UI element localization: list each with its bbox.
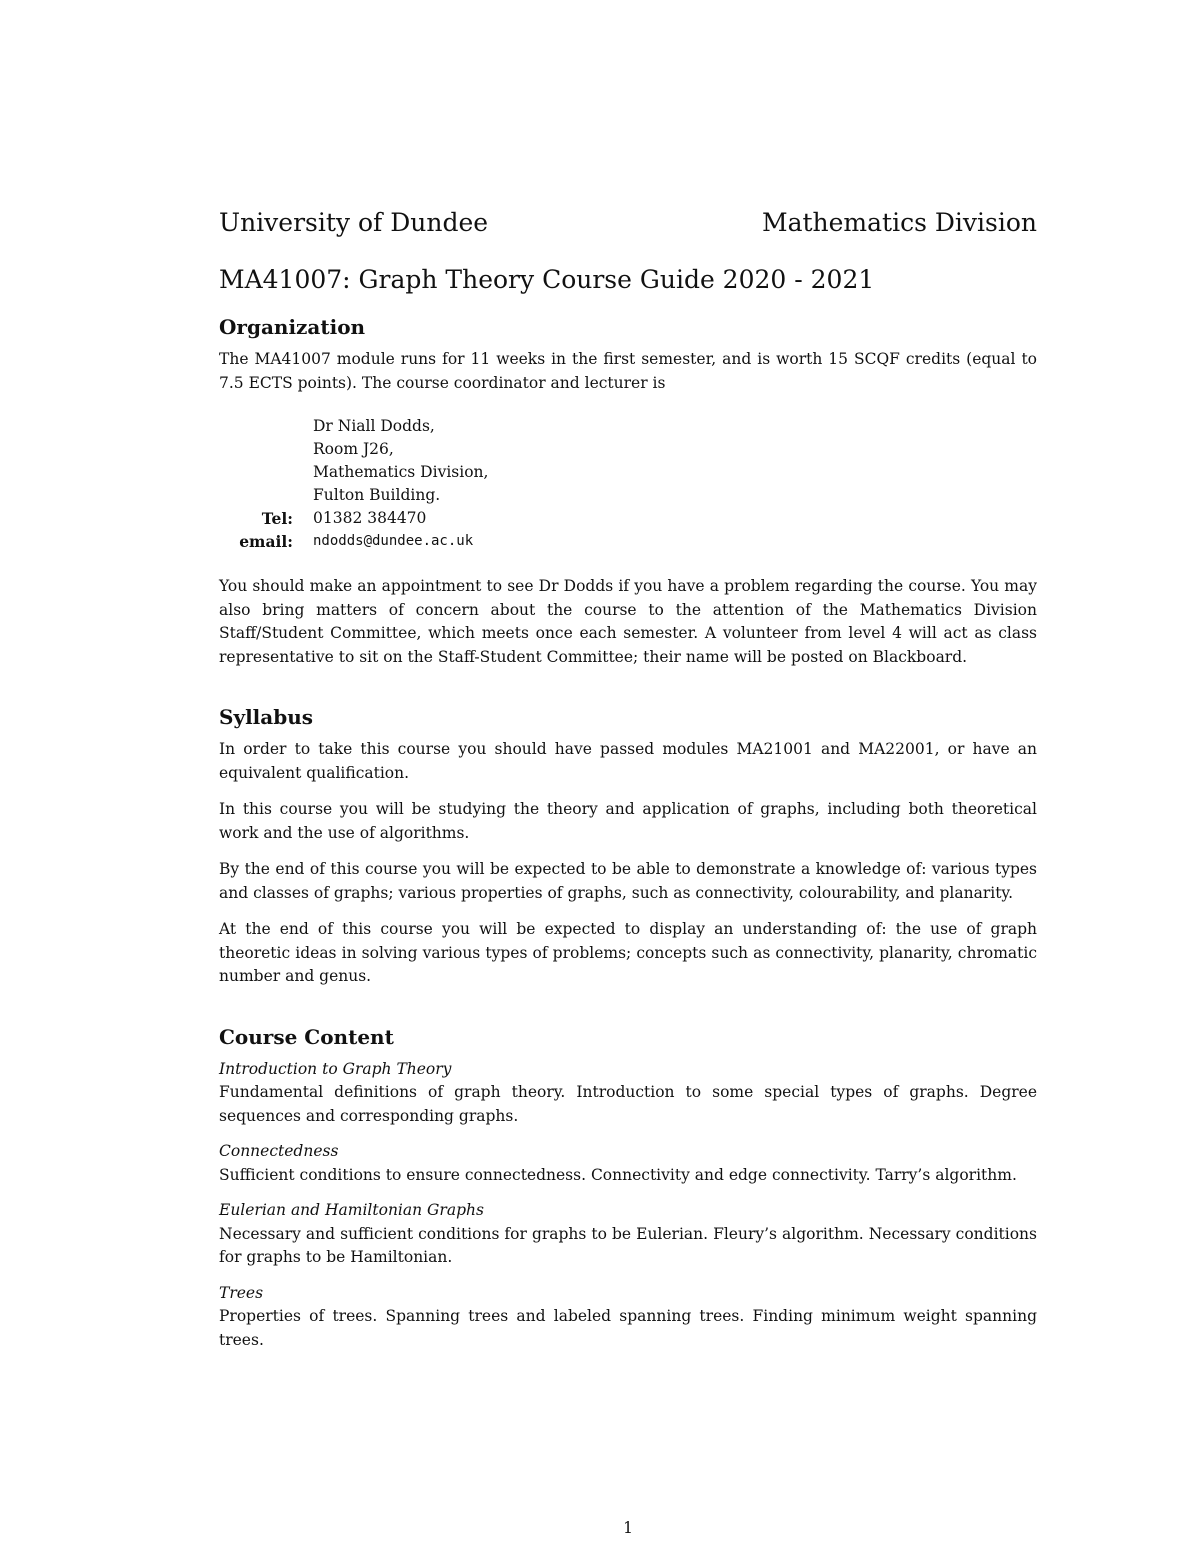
contact-email: ndodds@dundee.ac.uk xyxy=(313,533,474,549)
organization-section xyxy=(219,312,1037,669)
tel-label: Tel: xyxy=(261,509,293,528)
course-content-section xyxy=(219,1022,1037,1353)
contact-division: Mathematics Division, xyxy=(313,463,489,481)
topic-description: Fundamental definitions of graph theory. Introduction to some special types of graphs. Degree sequences and corresponding graphs. xyxy=(219,1083,1037,1125)
contact-tel: 01382 384470 xyxy=(313,509,427,527)
contact-building: Fulton Building. xyxy=(313,486,441,504)
topic-description: Necessary and sufficient conditions for graphs to be Eulerian. Fleury’s algorithm. Necessary conditions for graphs to be Hamiltonian. xyxy=(219,1224,1037,1266)
contact-name: Dr Niall Dodds, xyxy=(313,417,435,435)
contact-room: Room J26, xyxy=(313,440,394,458)
page-title: MA41007: Graph Theory Course Guide 2020 - 2021 xyxy=(219,265,875,294)
topic-item xyxy=(219,1140,1037,1187)
document-page xyxy=(219,0,1037,1553)
contact-row-email xyxy=(219,530,1037,553)
syllabus-paragraph: By the end of this course you will be expected to be able to demonstrate a knowledge of: various types and classes of graphs; various properties of graphs, such as connectivity, colourability, and planarity. xyxy=(219,860,1037,902)
syllabus-paragraph: At the end of this course you will be expected to display an understanding of: the use of graph theoretic ideas in solving various types of problems; concepts such as connectivity, planarity, chromatic number and genus. xyxy=(219,920,1037,985)
topic-title: Trees xyxy=(219,1283,264,1302)
topic-item xyxy=(219,1199,1037,1270)
syllabus-paragraph: In order to take this course you should have passed modules MA21001 and MA22001, or have an equivalent qualification. xyxy=(219,740,1037,782)
contact-row-division xyxy=(219,461,1037,484)
document-body xyxy=(219,312,1037,1364)
organization-intro: The MA41007 module runs for 11 weeks in the first semester, and is worth 15 SCQF credits (equal to 7.5 ECTS points). The course coordinator and lecturer is xyxy=(219,350,1037,392)
contact-row-name xyxy=(219,415,1037,438)
email-label: email: xyxy=(239,532,293,551)
university-name: University of Dundee xyxy=(219,208,489,237)
division-name: Mathematics Division xyxy=(761,208,1037,237)
contact-row-tel xyxy=(219,507,1037,530)
course-content-heading: Course Content xyxy=(219,1024,394,1049)
topic-title: Introduction to Graph Theory xyxy=(219,1059,452,1078)
topic-title: Eulerian and Hamiltonian Graphs xyxy=(219,1201,484,1219)
page-number: 1 xyxy=(623,1519,633,1537)
syllabus-paragraph: In this course you will be studying the theory and application of graphs, including both theoretical work and the use of algorithms. xyxy=(219,800,1037,842)
syllabus-section xyxy=(219,702,1037,989)
contact-block xyxy=(219,415,1037,553)
contact-row-room xyxy=(219,438,1037,461)
syllabus-heading: Syllabus xyxy=(219,705,314,729)
topic-item xyxy=(219,1058,1037,1129)
document-header xyxy=(219,203,1037,243)
topic-description: Properties of trees. Spanning trees and labeled spanning trees. Finding minimum weight spanning trees. xyxy=(219,1307,1037,1349)
topic-description: Sufficient conditions to ensure connectedness. Connectivity and edge connectivity. Tarry’s algorithm. xyxy=(219,1165,1017,1184)
topic-title: Connectedness xyxy=(219,1142,339,1160)
organization-heading: Organization xyxy=(219,315,366,339)
organization-paragraph: You should make an appointment to see Dr Dodds if you have a problem regarding the course. You may also bring matters of concern about the course to the attention of the Mathematics Division Staff/Student Committee, which meets once each semester. A volunteer from level 4 will act as class representative to sit on the Staff-Student Committee; their name will be posted on Blackboard. xyxy=(219,577,1037,666)
contact-row-building xyxy=(219,484,1037,507)
topic-item xyxy=(219,1282,1037,1353)
